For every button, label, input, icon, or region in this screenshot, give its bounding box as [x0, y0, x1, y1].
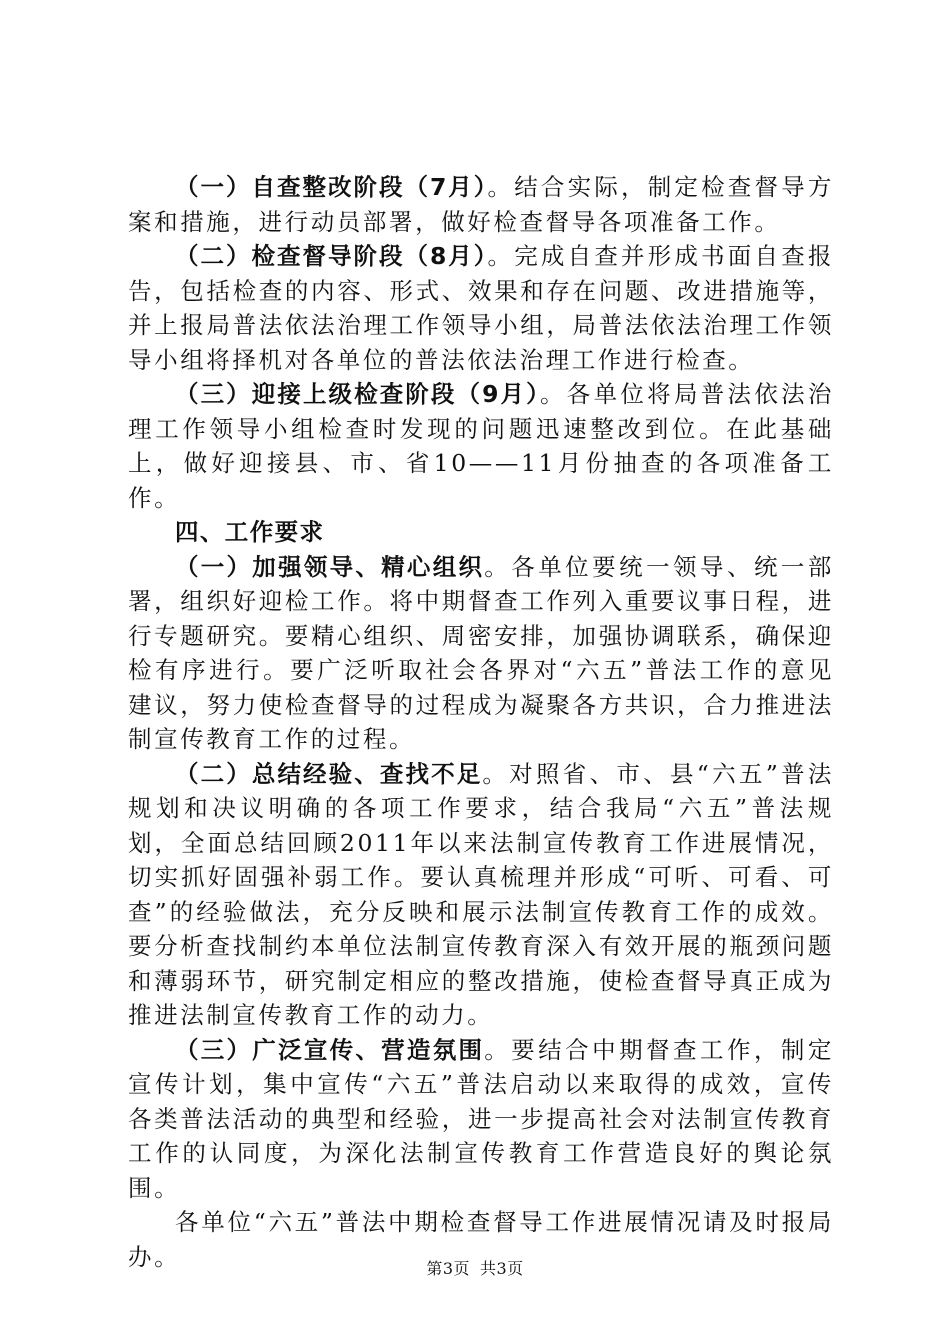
- paragraph-text: 。结合实际，制定检查督导方案和措施，进行动员部署，做好检查督导各项准备工作。: [128, 173, 834, 236]
- requirement-text: 。各单位要统一领导、统一部署，组织好迎检工作。将中期督查工作列入重要议事日程，进行专题研究。要精心组织、周密安排，加强协调联系，确保迎检有序进行。要广泛听取社会各界对“六五”普法工作的意见建议，努力使检查督导的过程成为凝聚各方共识，合力推进法制宣传教育工作的过程。: [128, 552, 834, 753]
- requirement-lead: （三）广泛宣传、营造氛围: [175, 1035, 485, 1064]
- paragraph-text: 。完成自查并形成书面自查报告，包括检查的内容、形式、效果和存在问题、改进措施等，并上报局普法依法治理工作领导小组，局普法依法治理工作领导小组将择机对各单位的普法依法治理工作进行检查。: [128, 242, 834, 374]
- paragraph-lead: （一）自查整改阶段（7月）: [175, 173, 488, 201]
- paragraph-text: 。各单位将局普法依法治理工作领导小组检查时发现的问题迅速整改到位。在此基础上，做好迎接县、市、省10——11月份抽查的各项准备工作。: [128, 380, 834, 512]
- paragraph-inspection-supervision: [128, 239, 834, 377]
- paragraph-lead: （三）迎接上级检查阶段（9月）: [175, 380, 540, 408]
- page-footer: [0, 1259, 950, 1279]
- requirement-leadership: [128, 550, 834, 757]
- paragraph-superior-inspection: [128, 377, 834, 515]
- paragraph-self-inspection: [128, 170, 834, 239]
- closing-paragraph: 各单位“六五”普法中期检查督导工作进展情况请及时报局办。: [128, 1208, 834, 1271]
- requirement-text: 。要结合中期督查工作，制定宣传计划，集中宣传“六五”普法启动以来取得的成效，宣传各类普法活动的典型和经验，进一步提高社会对法制宣传教育工作的认同度，为深化法制宣传教育工作营造良好的舆论氛围。: [128, 1035, 834, 1202]
- requirement-lead: （二）总结经验、查找不足: [175, 759, 483, 788]
- requirement-text: 。对照省、市、县“六五”普法规划和决议明确的各项工作要求，结合我局“六五”普法规划，全面总结回顾2011年以来法制宣传教育工作进展情况，切实抓好固强补弱工作。要认真梳理并形成“可听、可看、可查”的经验做法，充分反映和展示法制宣传教育工作的成效。要分析查找制约本单位法制宣传教育深入有效开展的瓶颈问题和薄弱环节，研究制定相应的整改措施，使检查督导真正成为推进法制宣传教育工作的动力。: [128, 759, 834, 1029]
- page-total: 共3页: [480, 1259, 524, 1278]
- section-heading: 四、工作要求: [175, 518, 325, 546]
- document-body: [128, 170, 834, 1274]
- paragraph-lead: （二）检查督导阶段（8月）: [175, 242, 488, 270]
- requirement-lead: （一）加强领导、精心组织: [175, 552, 485, 581]
- requirement-summarize: [128, 757, 834, 1033]
- page-number: 第3页: [426, 1259, 470, 1278]
- requirement-publicity: [128, 1033, 834, 1206]
